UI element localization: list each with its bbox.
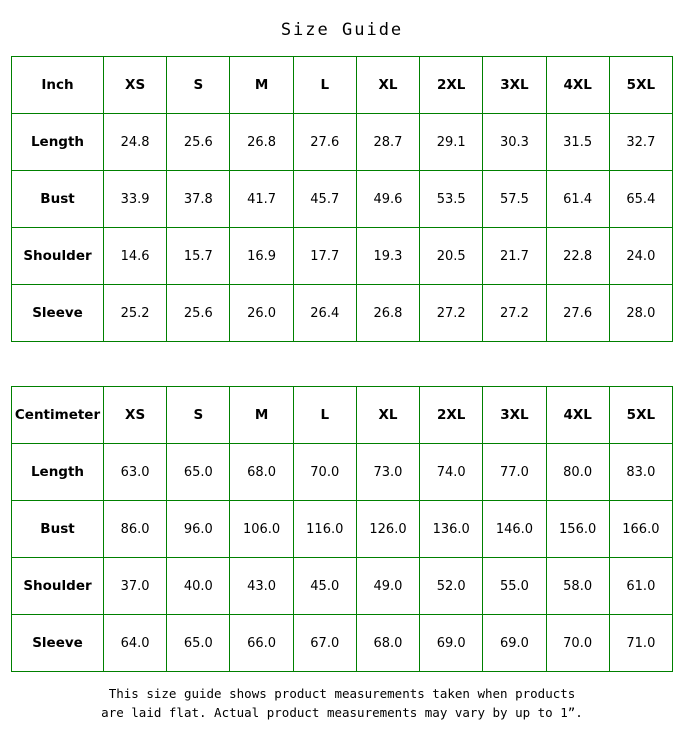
unit-label-inch: Inch [12,57,104,114]
row-label: Shoulder [12,228,104,285]
row-label: Length [12,114,104,171]
cell: 45.0 [293,558,356,615]
table-row [12,285,673,342]
cell: 41.7 [230,171,293,228]
cell: 43.0 [230,558,293,615]
cell: 21.7 [483,228,546,285]
column-header: XL [356,57,419,114]
cell: 64.0 [104,615,167,672]
cell: 166.0 [609,501,672,558]
column-header: XL [356,387,419,444]
cell: 61.0 [609,558,672,615]
column-header: S [167,387,230,444]
cell: 70.0 [293,444,356,501]
cell: 32.7 [609,114,672,171]
cell: 146.0 [483,501,546,558]
cell: 26.4 [293,285,356,342]
cell: 40.0 [167,558,230,615]
cell: 57.5 [483,171,546,228]
row-label: Bust [12,171,104,228]
cell: 37.0 [104,558,167,615]
size-table-centimeter [11,386,673,672]
cell: 29.1 [420,114,483,171]
column-header: L [293,57,356,114]
cell: 106.0 [230,501,293,558]
cell: 83.0 [609,444,672,501]
column-header: 3XL [483,57,546,114]
cell: 63.0 [104,444,167,501]
cell: 22.8 [546,228,609,285]
cell: 96.0 [167,501,230,558]
cell: 14.6 [104,228,167,285]
column-header: M [230,387,293,444]
cell: 126.0 [356,501,419,558]
cell: 33.9 [104,171,167,228]
column-header: XS [104,57,167,114]
cell: 65.0 [167,615,230,672]
table-row [12,171,673,228]
cell: 52.0 [420,558,483,615]
table-header-row [12,387,673,444]
column-header: XS [104,387,167,444]
cell: 45.7 [293,171,356,228]
cell: 69.0 [483,615,546,672]
cell: 30.3 [483,114,546,171]
cell: 65.0 [167,444,230,501]
column-header: 2XL [420,57,483,114]
cell: 28.0 [609,285,672,342]
row-label: Shoulder [12,558,104,615]
row-label: Length [12,444,104,501]
cell: 24.0 [609,228,672,285]
row-label: Sleeve [12,285,104,342]
cell: 25.6 [167,285,230,342]
cell: 116.0 [293,501,356,558]
cell: 15.7 [167,228,230,285]
cell: 49.6 [356,171,419,228]
cell: 68.0 [230,444,293,501]
table-row [12,615,673,672]
cell: 24.8 [104,114,167,171]
cell: 16.9 [230,228,293,285]
footnote [0,684,684,722]
cell: 25.2 [104,285,167,342]
cell: 27.6 [546,285,609,342]
table-row [12,501,673,558]
row-label: Bust [12,501,104,558]
table-row [12,444,673,501]
cell: 65.4 [609,171,672,228]
size-table-inch [11,56,673,342]
footnote-line-2: are laid flat. Actual product measurements may vary by up to 1”. [101,705,583,720]
table-header-row [12,57,673,114]
cell: 70.0 [546,615,609,672]
cell: 69.0 [420,615,483,672]
cell: 55.0 [483,558,546,615]
cell: 27.2 [483,285,546,342]
cell: 25.6 [167,114,230,171]
footnote-line-1: This size guide shows product measurements taken when products [108,686,576,701]
cell: 71.0 [609,615,672,672]
cell: 49.0 [356,558,419,615]
cell: 58.0 [546,558,609,615]
table-row [12,228,673,285]
cell: 26.0 [230,285,293,342]
column-header: 2XL [420,387,483,444]
cell: 66.0 [230,615,293,672]
cell: 156.0 [546,501,609,558]
cell: 61.4 [546,171,609,228]
page-title: Size Guide [280,20,404,40]
cell: 68.0 [356,615,419,672]
unit-label-centimeter: Centimeter [12,387,104,444]
cell: 77.0 [483,444,546,501]
column-header: 5XL [609,57,672,114]
cell: 31.5 [546,114,609,171]
table-row [12,558,673,615]
table-divider-space [0,342,684,386]
column-header: 4XL [546,57,609,114]
column-header: 4XL [546,387,609,444]
cell: 37.8 [167,171,230,228]
cell: 136.0 [420,501,483,558]
cell: 17.7 [293,228,356,285]
cell: 27.6 [293,114,356,171]
row-label: Sleeve [12,615,104,672]
cell: 86.0 [104,501,167,558]
cell: 20.5 [420,228,483,285]
cell: 26.8 [356,285,419,342]
cell: 53.5 [420,171,483,228]
column-header: 3XL [483,387,546,444]
cell: 80.0 [546,444,609,501]
column-header: L [293,387,356,444]
cell: 67.0 [293,615,356,672]
cell: 26.8 [230,114,293,171]
cell: 74.0 [420,444,483,501]
column-header: S [167,57,230,114]
column-header: 5XL [609,387,672,444]
cell: 27.2 [420,285,483,342]
table-row [12,114,673,171]
cell: 19.3 [356,228,419,285]
cell: 73.0 [356,444,419,501]
cell: 28.7 [356,114,419,171]
column-header: M [230,57,293,114]
